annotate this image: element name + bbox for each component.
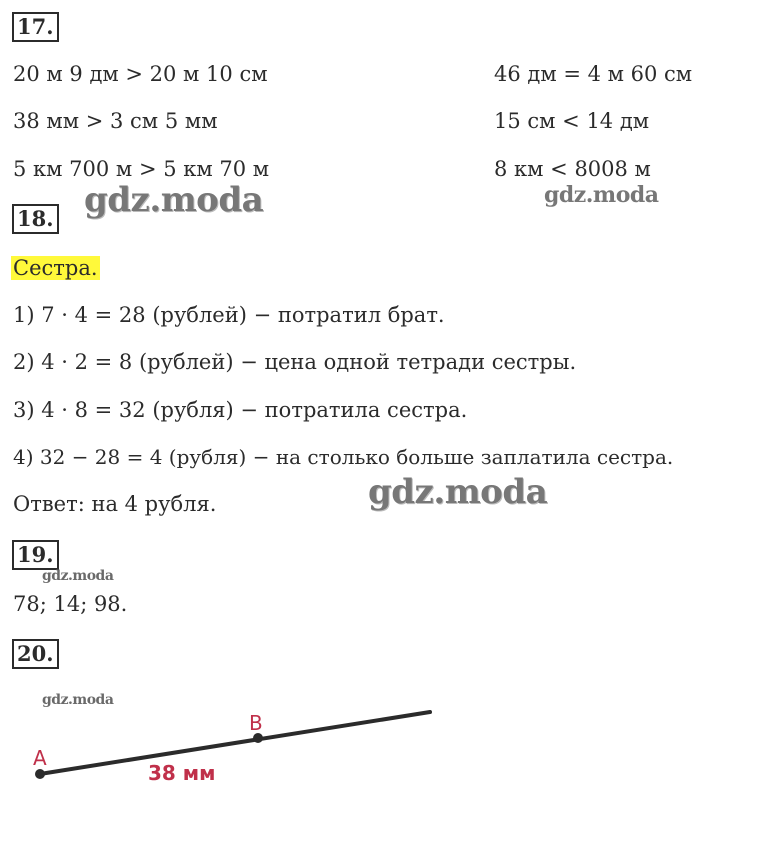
task18-answer: Ответ: на 4 рубля. [13, 492, 217, 516]
task18-answer-word [11, 254, 100, 282]
task17-right-1: 46 дм = 4 м 60 см [494, 62, 693, 86]
task18-step-2: 2) 4 · 2 = 8 (рублей) − цена одной тетради сестры. [13, 350, 577, 374]
watermark-4: gdz.moda [42, 568, 114, 584]
task-number-17: 17. [12, 12, 59, 42]
point-a-label: A [33, 746, 47, 770]
watermark-5: gdz.moda [42, 692, 114, 708]
segment-line [40, 712, 430, 774]
watermark-3: gdz.moda [368, 472, 548, 512]
task-number-18: 18. [12, 204, 59, 234]
task17-right-3: 8 км < 8008 м [494, 157, 651, 181]
watermark-1: gdz.moda [84, 180, 264, 220]
point-a-dot [35, 769, 45, 779]
segment-length-label: 38 мм [148, 761, 216, 785]
task19-answer: 78; 14; 98. [13, 592, 128, 616]
highlighted-answer: Сестра. [13, 256, 98, 280]
segment-drawing [0, 690, 460, 810]
task-number-20: 20. [12, 639, 59, 669]
task17-left-1: 20 м 9 дм > 20 м 10 см [13, 62, 268, 86]
task18-step-1: 1) 7 · 4 = 28 (рублей) − потратил брат. [13, 303, 445, 327]
task18-step-4: 4) 32 − 28 = 4 (рубля) − на столько больше заплатила сестра. [13, 445, 674, 469]
point-b-label: B [249, 711, 263, 735]
task17-left-2: 38 мм > 3 см 5 мм [13, 109, 218, 133]
watermark-2: gdz.moda [544, 182, 659, 208]
task17-right-2: 15 см < 14 дм [494, 109, 650, 133]
task-number-19: 19. [12, 540, 59, 570]
task18-step-3: 3) 4 · 8 = 32 (рубля) − потратила сестра. [13, 398, 468, 422]
task17-left-3: 5 км 700 м > 5 км 70 м [13, 157, 270, 181]
